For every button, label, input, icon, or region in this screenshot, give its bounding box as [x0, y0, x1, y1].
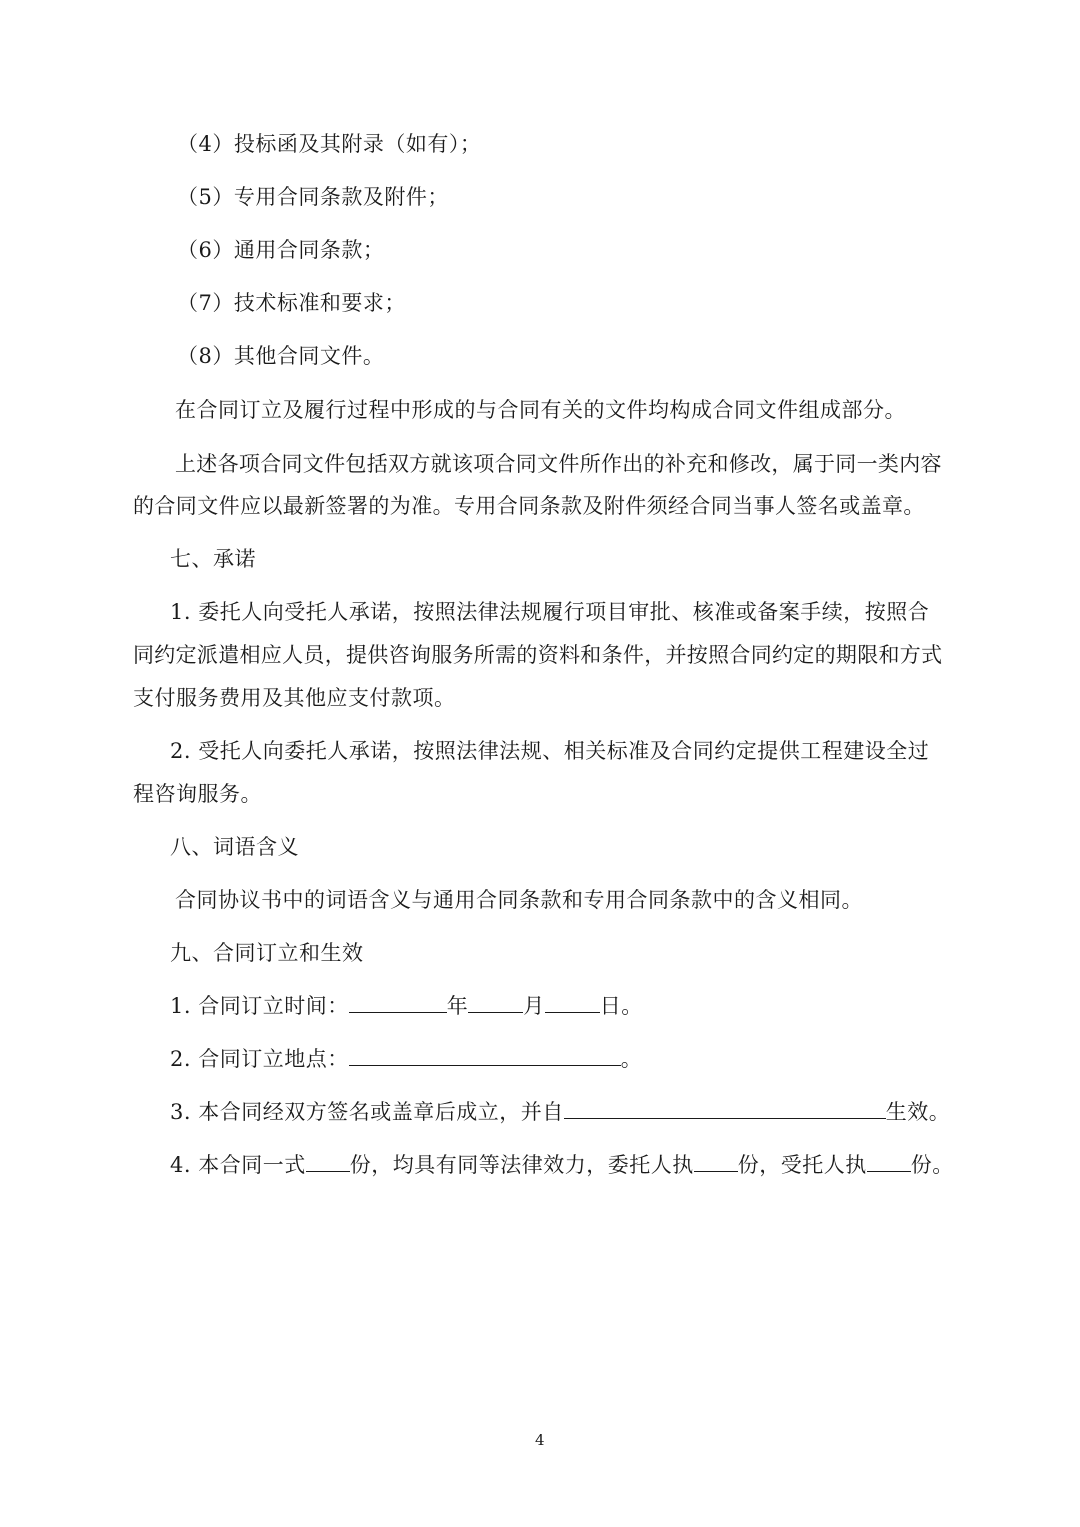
copies-mid-2: 份，受托人执: [737, 1153, 867, 1177]
signing-place-line: [170, 1045, 642, 1073]
total-copies-blank[interactable]: [306, 1151, 350, 1172]
list-item-6: （6）通用合同条款；: [177, 238, 385, 262]
section-7-item-2-line1: 2. 受托人向委托人承诺，按照法律法规、相关标准及合同约定提供工程建设全过: [170, 739, 930, 763]
list-item-4: （4）投标函及其附录（如有）；: [177, 132, 482, 156]
list-item-8: （8）其他合同文件。: [177, 344, 385, 368]
copies-label: 4. 本合同一式: [170, 1153, 306, 1177]
copies-mid-1: 份，均具有同等法律效力，委托人执: [349, 1153, 694, 1177]
effective-suffix: 生效。: [885, 1100, 951, 1124]
effective-label: 3. 本合同经双方签名或盖章后成立，并自: [170, 1100, 564, 1124]
section-8-text: 合同协议书中的词语含义与通用合同条款和专用合同条款中的含义相同。: [175, 888, 863, 912]
day-label: 日。: [599, 994, 643, 1018]
section-7-item-1-line2: 同约定派遣相应人员，提供咨询服务所需的资料和条件，并按照合同约定的期限和方式: [133, 643, 943, 667]
signing-day-blank[interactable]: [545, 992, 600, 1013]
section-7-heading: 七、承诺: [170, 547, 256, 571]
month-label: 月: [523, 994, 545, 1018]
section-7-item-1-line1: 1. 委托人向受托人承诺，按照法律法规履行项目审批、核准或备案手续，按照合: [170, 600, 930, 624]
signing-place-suffix: 。: [620, 1047, 643, 1071]
copies-line: [170, 1151, 954, 1179]
consultant-copies-blank[interactable]: [867, 1151, 911, 1172]
signing-place-label: 2. 合同订立地点：: [170, 1047, 349, 1071]
client-copies-blank[interactable]: [694, 1151, 738, 1172]
signing-year-blank[interactable]: [349, 992, 447, 1013]
signing-place-blank[interactable]: [349, 1045, 621, 1066]
copies-suffix: 份。: [910, 1153, 954, 1177]
signing-month-blank[interactable]: [468, 992, 523, 1013]
list-item-7: （7）技术标准和要求；: [177, 291, 406, 315]
signing-time-label: 1. 合同订立时间：: [170, 994, 349, 1018]
section-7-item-2-line2: 程咨询服务。: [133, 782, 262, 806]
page-number: 4: [535, 1431, 545, 1449]
effective-condition-blank[interactable]: [564, 1098, 886, 1119]
list-item-5: （5）专用合同条款及附件；: [177, 185, 449, 209]
paragraph-priority-line2: 的合同文件应以最新签署的为准。专用合同条款及附件须经合同当事人签名或盖章。: [133, 494, 925, 518]
section-7-item-1-line3: 支付服务费用及其他应支付款项。: [133, 686, 456, 710]
signing-time-line: [170, 992, 643, 1020]
section-9-heading: 九、合同订立和生效: [170, 941, 364, 965]
year-label: 年: [446, 994, 469, 1018]
paragraph-priority-line1: 上述各项合同文件包括双方就该项合同文件所作出的补充和修改，属于同一类内容: [175, 452, 942, 476]
effective-date-line: [170, 1098, 950, 1126]
paragraph-contract-documents: 在合同订立及履行过程中形成的与合同有关的文件均构成合同文件组成部分。: [175, 398, 906, 422]
section-8-heading: 八、词语含义: [170, 835, 299, 859]
